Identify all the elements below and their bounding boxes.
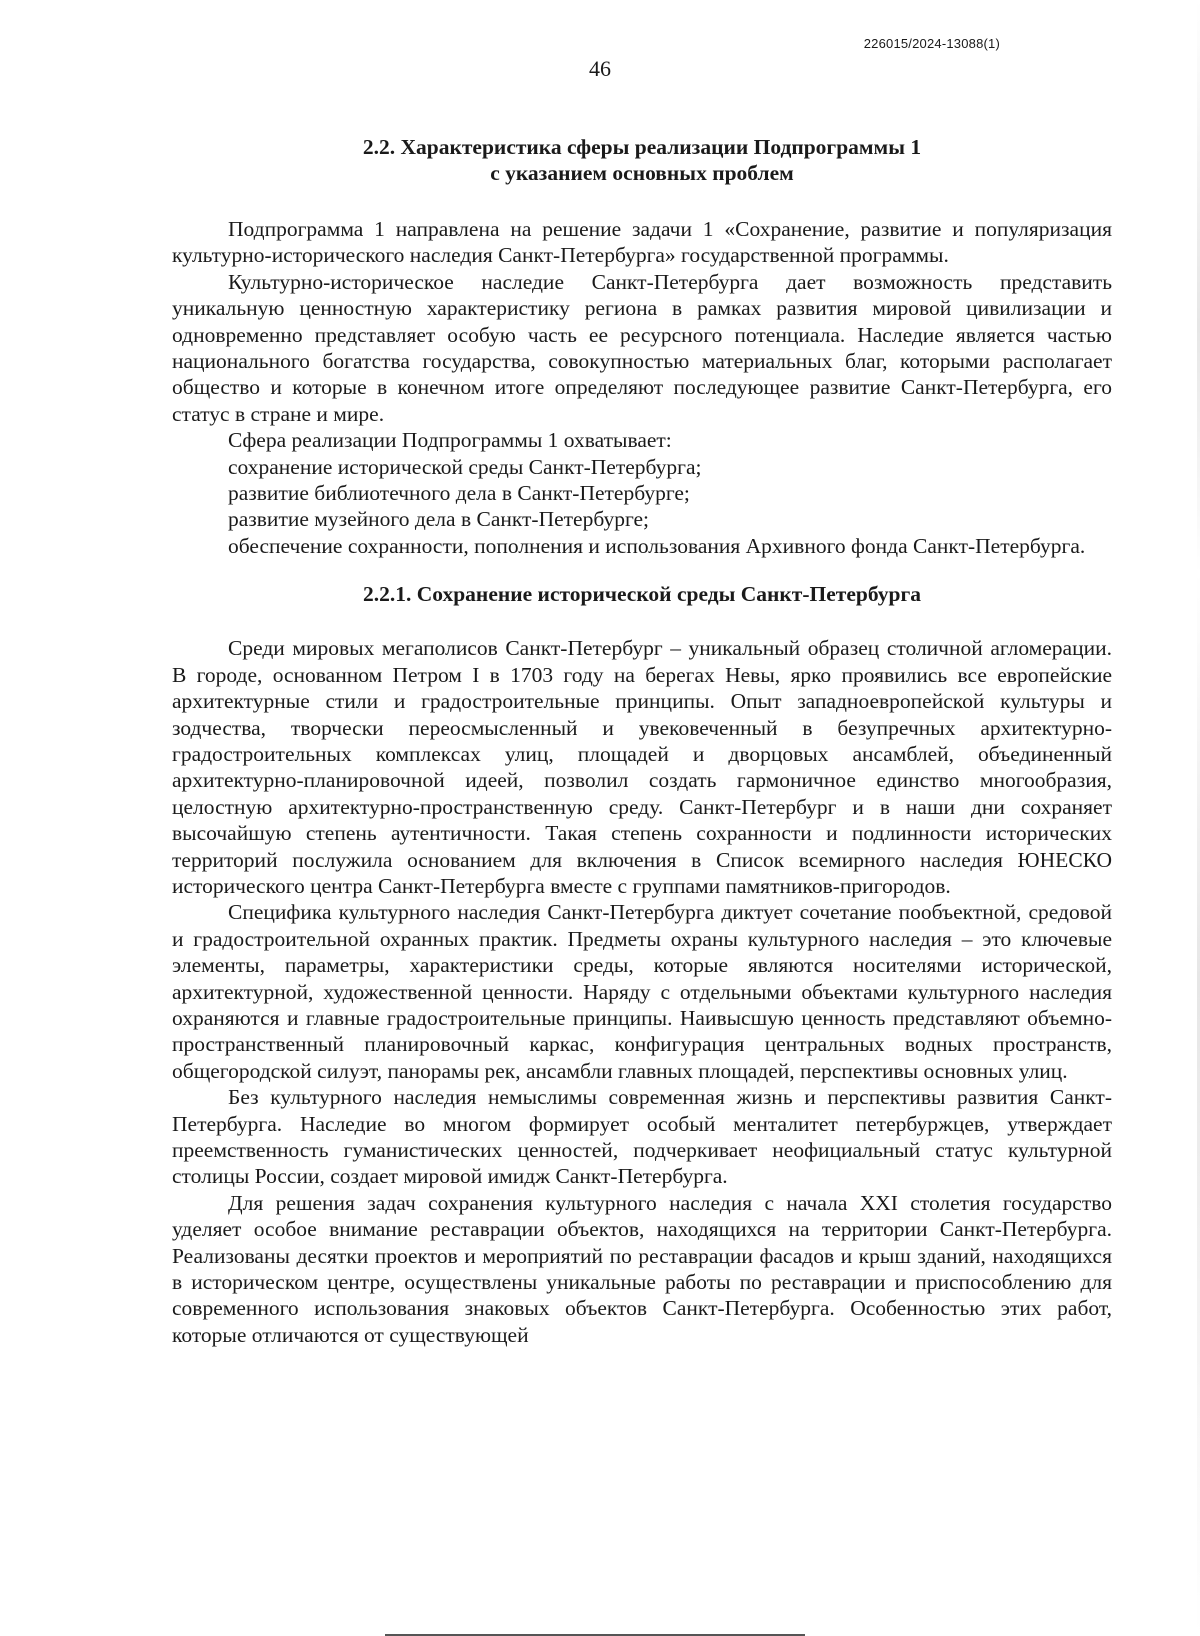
paragraph: Специфика культурного наследия Санкт-Петербурга диктует сочетание пообъектной, средовой и градостроительной охранных практик. Предметы охраны культурного наследия – это ключевые элементы, параметры, характеристики среды, которые являются носителями исторической, архитектурной, художественной ценности. Наряду с отдельными объектами культурного наследия охраняются и главные градостроительные принципы. Наивысшую ценность представляют объемно-пространственный планировочный каркас, конфигурация центральных водных пространств, общегородской силуэт, панорамы рек, ансамбли главных площадей, перспективы основных улиц. (172, 900, 1112, 1083)
subsection-heading: 2.2.1. Сохранение исторической среды Санкт-Петербурга (362, 582, 921, 607)
paragraph: Культурно-историческое наследие Санкт-Петербурга дает возможность представить уникальную ценностную характеристику региона в рамках развития мировой цивилизации и одновременно представляет особую часть ее ресурсного потенциала. Наследие является частью национального богатства государства, совокупностью материальных благ, которыми располагает общество и которые в конечном итоге определяют последующее развитие Санкт-Петербурга, его статус в стране и мире. (172, 269, 1112, 426)
paragraph: Подпрограмма 1 направлена на решение задачи 1 «Сохранение, развитие и популяризация культурно-исторического наследия Санкт-Петербурга» государственной программы. (172, 217, 1112, 268)
list-item: развитие библиотечного дела в Санкт-Петербурге; (228, 481, 690, 506)
section-heading (172, 134, 1112, 186)
list-item: развитие музейного дела в Санкт-Петербурге; (228, 507, 650, 532)
page-number: 46 (589, 56, 611, 81)
paragraph: Среди мировых мегаполисов Санкт-Петербург – уникальный образец столичной агломерации. В городе, основанном Петром I в 1703 году на берегах Невы, ярко проявились все европейские архитектурные стили и градостроительные принципы. Опыт западноевропейской культуры и зодчества, творчески переосмысленный и увековеченный в безупречных архитектурно-градостроительных комплексах улиц, площадей и дворцовых ансамблей, объединенный архитектурно-планировочной идеей, позволил создать гармоничное единство многообразия, целостную архитектурно-пространственную среду. Санкт-Петербург и в наши дни сохраняет высочайшую степень аутентичности. Такая степень сохранности и подлинности исторических территорий послужила основанием для включения в Список всемирного наследия ЮНЕСКО исторического центра Санкт-Петербурга вместе с группами памятников-пригородов. (172, 636, 1112, 898)
page-body (172, 134, 1112, 1348)
paragraph: Сфера реализации Подпрограммы 1 охватывает: (228, 428, 672, 453)
section-heading-line-2: с указанием основных проблем (490, 161, 794, 185)
paragraph: Для решения задач сохранения культурного наследия с начала XXI столетия государство уделяет особое внимание реставрации объектов, находящихся на территории Санкт-Петербурга. Реализованы десятки проектов и мероприятий по реставрации фасадов и крыш зданий, находящихся в историческом центре, осуществлены уникальные работы по реставрации и приспособлению для современного использования знаковых объектов Санкт-Петербурга. Особенностью этих работ, которые отличаются от существующей (172, 1190, 1112, 1347)
list-item: обеспечение сохранности, пополнения и использования Архивного фонда Санкт-Петербурга. (228, 533, 1086, 558)
list-item: сохранение исторической среды Санкт-Петербурга; (228, 454, 702, 479)
document-number: 226015/2024-13088(1) (863, 36, 1000, 51)
section-heading-line-1: 2.2. Характеристика сферы реализации Подпрограммы 1 (362, 135, 922, 159)
paragraph: Без культурного наследия немыслимы современная жизнь и перспективы развития Санкт-Петербурга. Наследие во многом формирует особый менталитет петербуржцев, утверждает преемственность гуманистических ценностей, подчеркивает неофициальный статус культурной столицы России, создает мировой имидж Санкт-Петербурга. (172, 1085, 1112, 1189)
